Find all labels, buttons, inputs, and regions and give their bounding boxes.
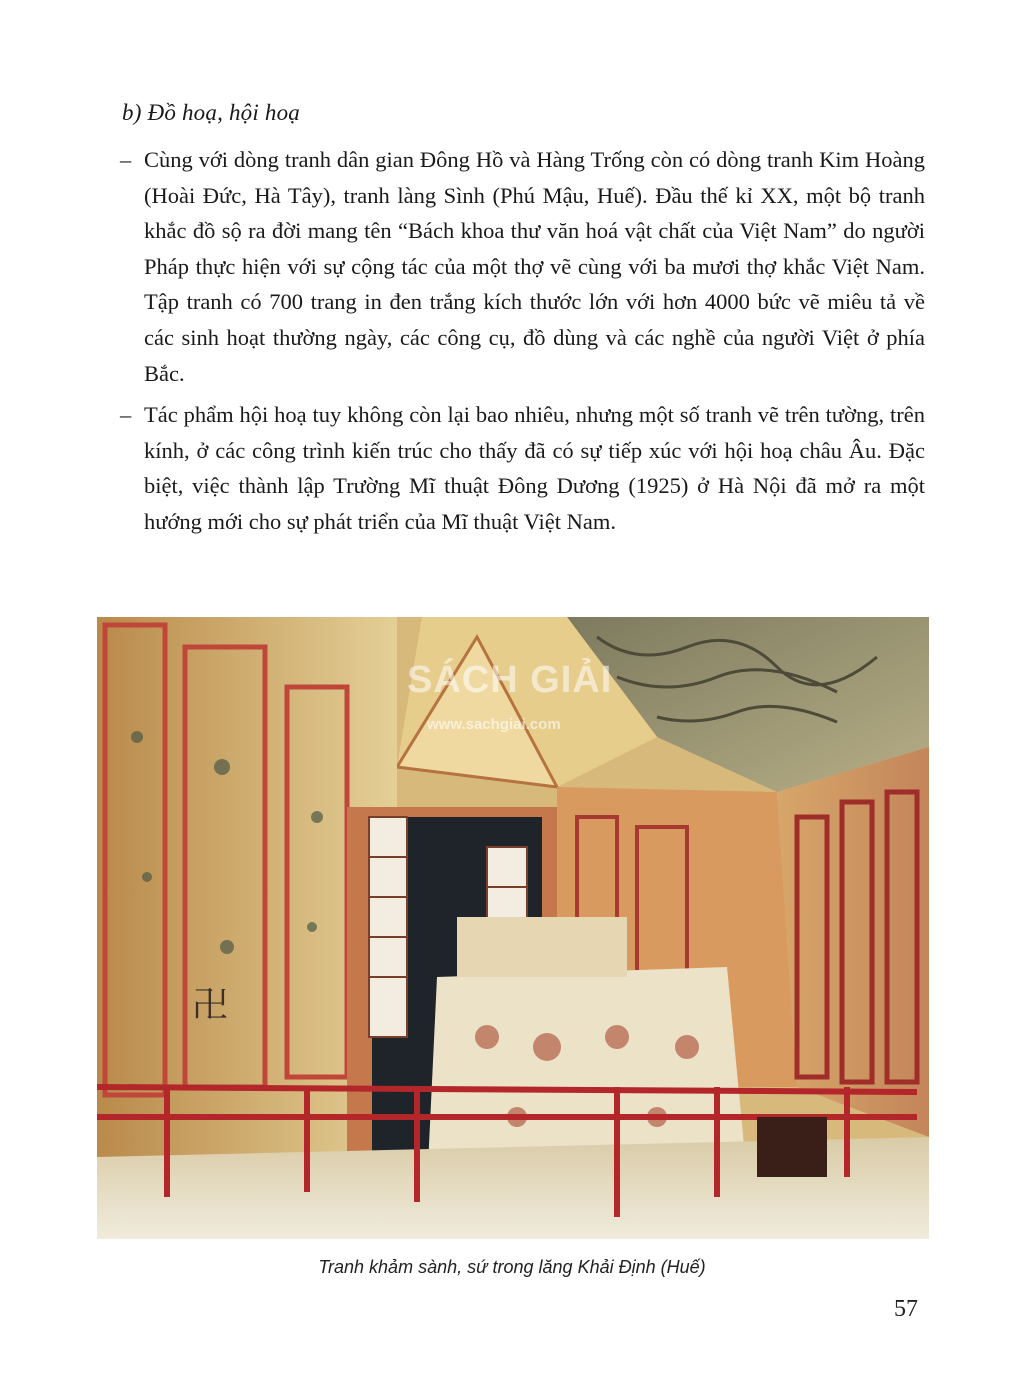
paragraph-text: Tác phẩm hội hoạ tuy không còn lại bao nhiêu, nhưng một số tranh vẽ trên tường, trên kính, ở các công trình kiến trúc cho thấy đã có sự tiếp xúc với hội hoạ châu Âu. Đặc biệt, việc thành lập Trường Mĩ thuật Đông Dương (1925) ở Hà Nội đã mở ra một hướng mới cho sự phát triển của Mĩ thuật Việt Nam. [144,402,925,534]
paragraph-painting [120,397,925,539]
section-subheading: b) Đồ hoạ, hội hoạ [122,100,301,125]
watermark-url: www.sachgiai.com [427,716,561,733]
page-number: 57 [894,1296,918,1322]
paragraph-text: Cùng với dòng tranh dân gian Đông Hồ và Hàng Trống còn có dòng tranh Kim Hoàng (Hoài Đức, Hà Tây), tranh làng Sình (Phú Mậu, Huế). Đầu thế kỉ XX, một bộ tranh khắc đồ sộ ra đời mang tên “Bách khoa thư văn hoá vật chất của Việt Nam” do người Pháp thực hiện với sự cộng tác của một thợ vẽ cùng với ba mươi thợ khắc Việt Nam. Tập tranh có 700 trang in đen trắng kích thước lớn với hơn 4000 bức vẽ miêu tả về các sinh hoạt thường ngày, các công cụ, đồ dùng và các nghề của người Việt ở phía Bắc. [144,147,925,386]
figure-caption: Tranh khảm sành, sứ trong lăng Khải Định (Huế) [318,1257,706,1277]
paragraph-folk-prints [120,142,925,391]
khai-dinh-interior-photo [97,617,929,1239]
watermark-brand: SÁCH GIẢI [407,659,613,701]
list-dash: – [120,402,132,427]
photo-illustration [97,617,929,1239]
svg-text:卍: 卍 [192,985,229,1026]
list-dash: – [120,147,132,172]
